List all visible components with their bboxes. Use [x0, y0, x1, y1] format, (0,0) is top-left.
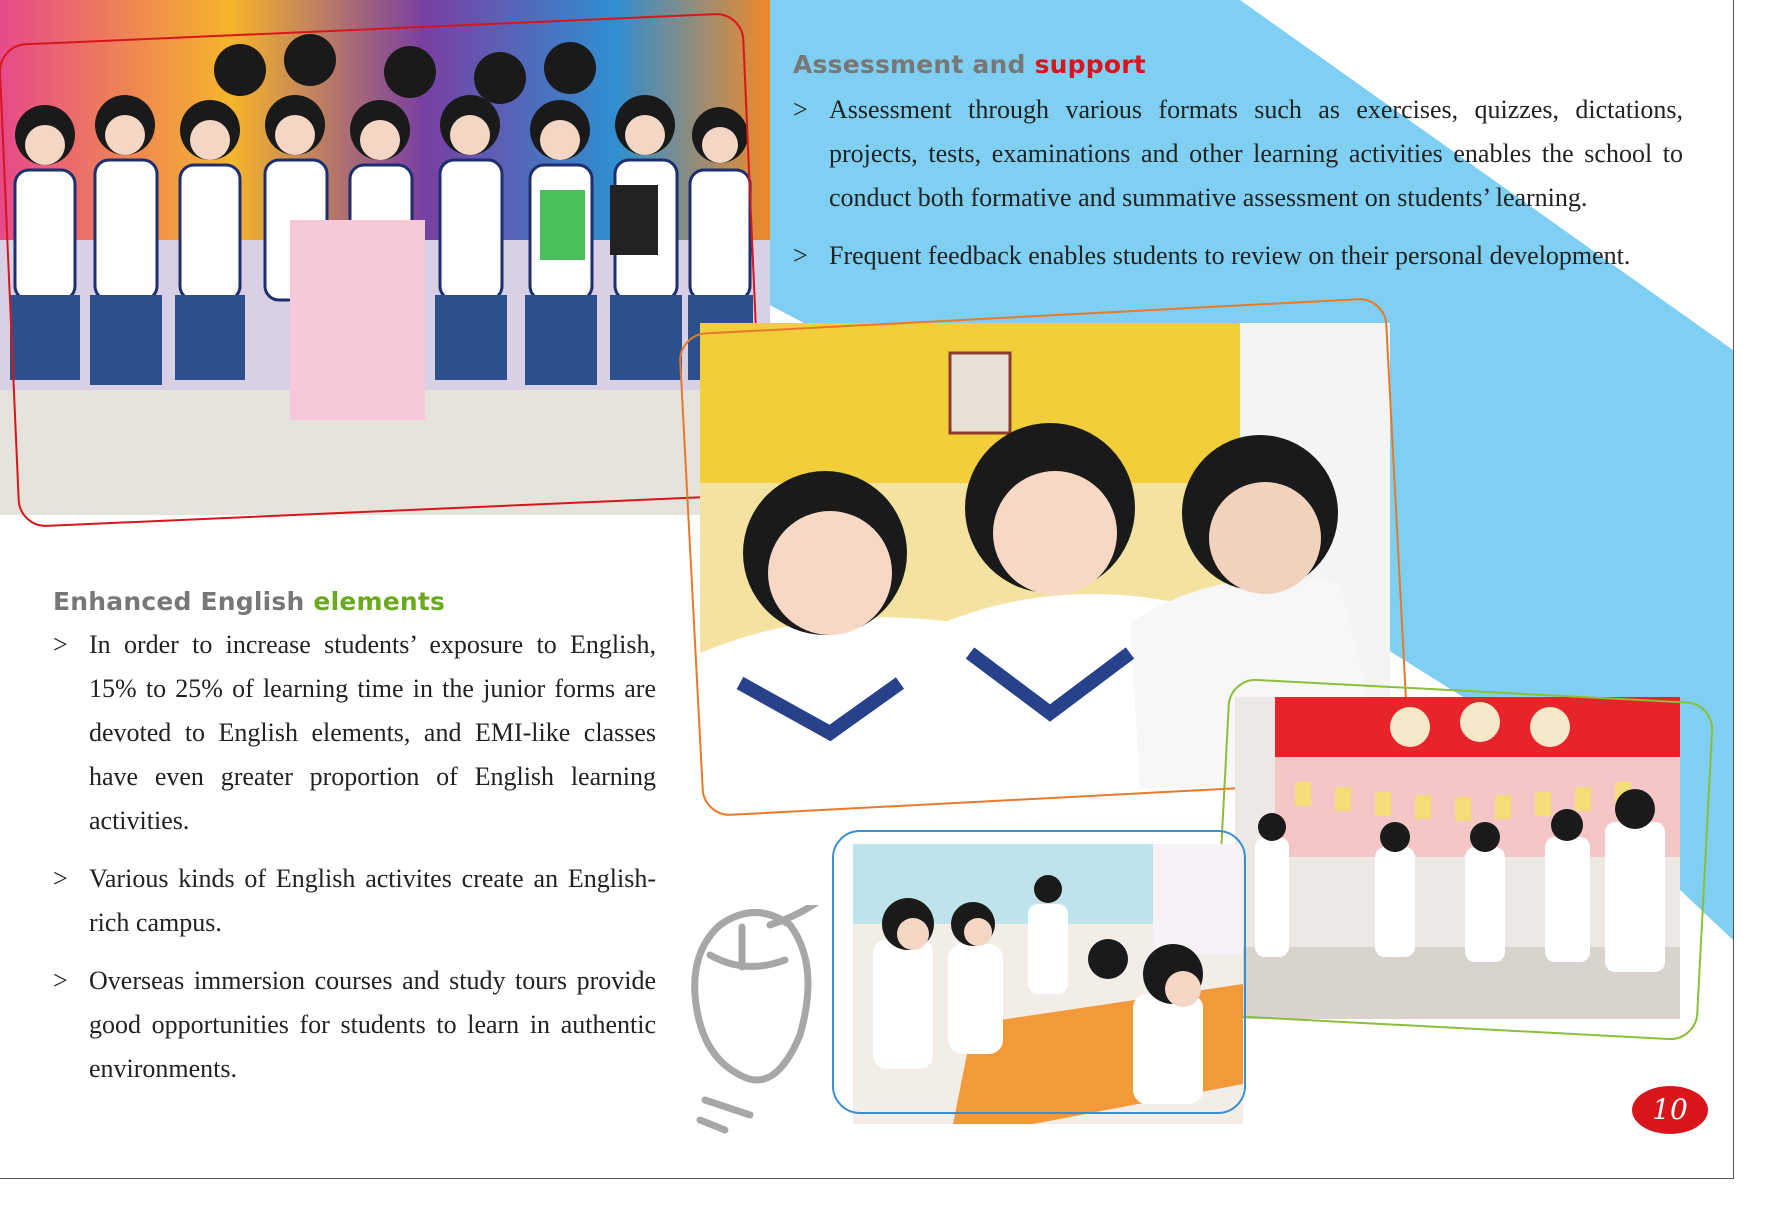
english-bullets: [53, 623, 656, 1105]
group-photo: [0, 0, 770, 515]
list-item: > Assessment through various formats such as exercises, quizzes, dictations, projects, tests, examinations and other learning activities enables the school to conduct both formative and summative assessment on students’ learning.: [793, 95, 1683, 212]
booth-table-photo: [853, 844, 1243, 1124]
assessment-bullets: [793, 88, 1683, 292]
list-item: > Various kinds of English activites create an English-rich campus.: [53, 864, 656, 937]
library-booth-photo: [1235, 697, 1680, 1019]
assessment-heading: Assessment and support: [793, 50, 1146, 79]
english-heading: Enhanced English elements: [53, 587, 446, 616]
computer-mouse-icon: [680, 905, 830, 1140]
list-item: > Frequent feedback enables students to review on their personal development.: [793, 241, 1631, 270]
list-item: > In order to increase students’ exposure to English, 15% to 25% of learning time in the junior forms are devoted to English elements, and EMI-like classes have even greater proportion of English learning activities.: [53, 630, 656, 835]
page-number-badge: 10: [1632, 1086, 1708, 1134]
list-item: > Overseas immersion courses and study tours provide good opportunities for students to learn in authentic environments.: [53, 966, 656, 1083]
